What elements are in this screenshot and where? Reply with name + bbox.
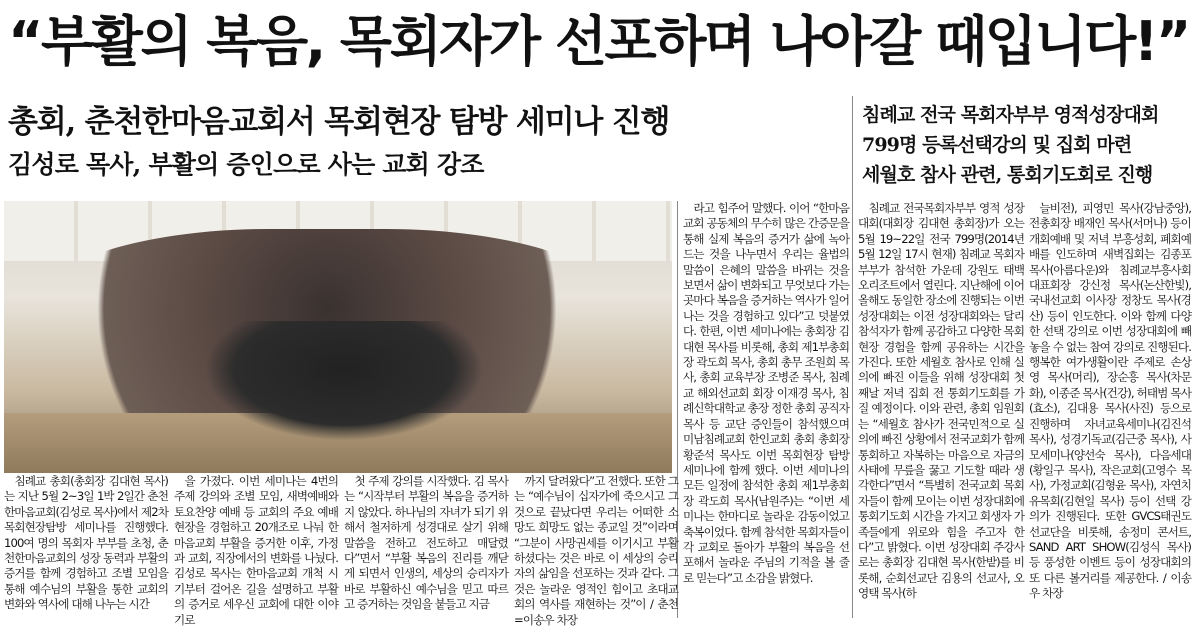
column-text: 라고 힘주어 말했다. 이어 “한마음교회 공동체의 무수히 많은 간증문을 통해 실제 복음의 증거가 삶에 녹아드는 것을 나누면서 우리는 율법의 말씀이 은혜의 말씀을 바뀌는 것을 보면서 삶이 변화되고 무엇보다 가는 곳마다 복음을 증거하는 역사가 일어나는 것을 경험하고 있다”고 덧붙였다. 한편, 이번 세미나에는 총회장 김대현 목사를 비롯해, 총회 제1부총회장 곽도희 목사, 총회 총무 조원희 목사, 총회 교육부장 조병준 목사, 침례교 해외선교회 회장 이재경 목사, 침례신학대학교 총장 정한 총회 공직자 목사 등 교단 증인들이 참석했으며 미남침례교회 한인교회 총회 총회장 황준석 목사도 이번 목회현장 탐방 세미나에 함께 했다. 이번 세미나의 모든 일정에 참석한 총회 제1부총회장 곽도희 목사(남원주)는 “이번 세미나는 한마디로 놀라운 감동이었고 축복이었다. 함께 참석한 목회자들이 각 교회로 돌아가 부활의 복음을 선포해서 놀라운 주님의 기적을 볼 줄로 믿는다”고 소감을 밝혔다. [683, 201, 849, 585]
side-article-column-2 [1029, 201, 1191, 618]
article-column-2 [174, 474, 338, 627]
headline: “부활의 복음, 목회자가 선포하며 나아갈 때입니다!” [8, 10, 1189, 73]
column-rule [852, 96, 853, 618]
column-text: 까지 달려왔다”고 전했다. 또한 그는 “예수님이 십자가에 죽으시고 그것으로 끝났다면 우리는 어떠한 소망도 희망도 없는 종교일 것”이라며 “그분이 사망권세를 이기시고 부활하셨다는 것은 바로 이 세상의 승리자의 삶임을 선포하는 것과 같다. 그것은 놀라운 영적인 힘이고 초대교회의 역사를 재현하는 것”이 / 춘천=이송우 차장 [514, 474, 678, 627]
group-photo [4, 201, 672, 473]
side-heading-1: 침례교 전국 목회자부부 영적성장대회 [862, 104, 1159, 126]
article-column-3 [344, 474, 508, 618]
side-heading-3: 세월호 참사 관련, 통회기도회로 진행 [862, 164, 1153, 186]
photo-front-row [204, 321, 484, 441]
subhead-secondary: 김성로 목사, 부활의 증인으로 사는 교회 강조 [8, 150, 484, 179]
column-text: 첫 주제 강의를 시작했다. 김 목사는 “시작부터 부활의 복음을 증거하지 않았다. 하나님의 자녀가 되기 위해서 철저하게 성경대로 살기 위해 말씀을 전하고 전도하고 매달렸다”면서 “부활 복음의 진리를 깨닫게 되면서 인생의, 세상의 승리자가 바로 부활하신 예수님을 믿고 따르고 증거하는 것임을 붙들고 지금 [344, 474, 508, 612]
article-column-5 [683, 201, 849, 618]
column-text: 늘비전), 피영민 목사(강남중앙), 전총회장 배재인 목사(서머나) 등이 개회예배 및 저녁 부흥성회, 폐회예배를 인도하며 새벽집회는 김종포 목사(아름다운)와 침례교부흥사회 대표회장 강신정 목사(논산한빛), 국내선교회 이사장 정창도 목사(경산) 등이 인도한다. 이와 함께 다양한 선택 강의로 이번 성장대회에 빼놓을 수 없는 참여 강의로 진행된다. 행복한 여가생활이란 주제로 손상영 목사(머리), 장순흥 목사(차문화), 이종준 목사(건강), 허태범 목사(효소), 김대용 목사(사진) 등으로 진행하며 자녀교육세미나(김진석 목사), 성경기독교(김근중 목사), 사모세미나(양선숙 목사), 다음세대(황일구 목사), 작은교회(고영수 목사), 가정교회(김형윤 목사), 자연치유목회(김현일 목사) 등이 선택 강의가 진행된다. 또한 GVCS태권도 선교단을 비롯해, 송정미 콘서트, SAND ART SHOW(김성식 목사) 등 풍성한 이벤트 등이 성장대회의 또 다른 볼거리를 제공한다. / 이송우 차장 [1029, 201, 1191, 601]
column-text: 침례교 총회(총회장 김대현 목사)는 지난 5월 2~3일 1박 2일간 춘천한마음교회(김성로 목사)에서 제2차 목회현장탐방 세미나를 진행했다. 100여 명의 목회자 부부를 초청, 춘천한마음교회의 성장 동력과 부활의 증거를 함께 경험하고 조별 모임을 통해 예수님의 부활을 통한 교회의 변화와 역사에 대해 나누는 시간 [4, 474, 168, 612]
article-column-4 [514, 474, 678, 627]
side-article-headings [862, 100, 1187, 190]
subhead-primary: 총회, 춘천한마음교회서 목회현장 탐방 세미나 진행 [8, 104, 670, 140]
article-column-1 [4, 474, 168, 618]
side-article-column-1 [858, 201, 1024, 618]
column-text: 침례교 전국목회자부부 영적 성장대회(대회장 김대현 총회장)가 오는 5월 19~22일 전국 799명(2014년 5월 12일 17시 현재) 침례교 목회자부부가 참석한 가운데 강원도 태백 오리조트에서 열린다. 지난해에 이어 올해도 동일한 장소에 진행되는 이번 성장대회는 이전 성장대회와는 달리 참석자가 함께 공감하고 다양한 목회 현장 경험을 함께 공유하는 시간을 가진다. 또한 세월호 참사로 인해 실의에 빠진 이들을 위해 성장대회 첫째날 저녁 집회 전 통회기도회를 가질 예정이다. 이와 관련, 총회 임원회는 “세월호 참사가 전국민적으로 실의에 빠진 상황에서 전국교회가 함께 통회하고 자복하는 마음으로 자금의 사태에 무릎을 꿇고 기도할 때라 생각한다”면서 “특별히 전국교회 목회자들이 함께 모이는 이번 성장대회에 통회기도회 시간을 가지고 회생자 가족들에게 위로와 힘을 주고자 한다”고 밝혔다. 이번 성장대회 주강사로는 총회장 김대현 목사(한밭)를 비롯해, 순회선교단 김용의 선교사, 오영택 목사(하 [858, 201, 1024, 601]
column-text: 을 가졌다. 이번 세미나는 4번의 주제 강의와 조별 모임, 새벽예배와 토요찬양 예배 등 교회의 주요 예배 현장을 경험하고 20개조로 나눠 한마음교회 부활을 증거한 이후, 가정과 교회, 직장에서의 변화를 나눴다. 김성로 목사는 한마음교회 개척 시기부터 걸어온 길을 설명하고 부활의 증거로 세우신 교회에 대한 이야기로 [174, 474, 338, 627]
side-heading-2: 799명 등록선택강의 및 집회 마련 [862, 134, 1132, 156]
